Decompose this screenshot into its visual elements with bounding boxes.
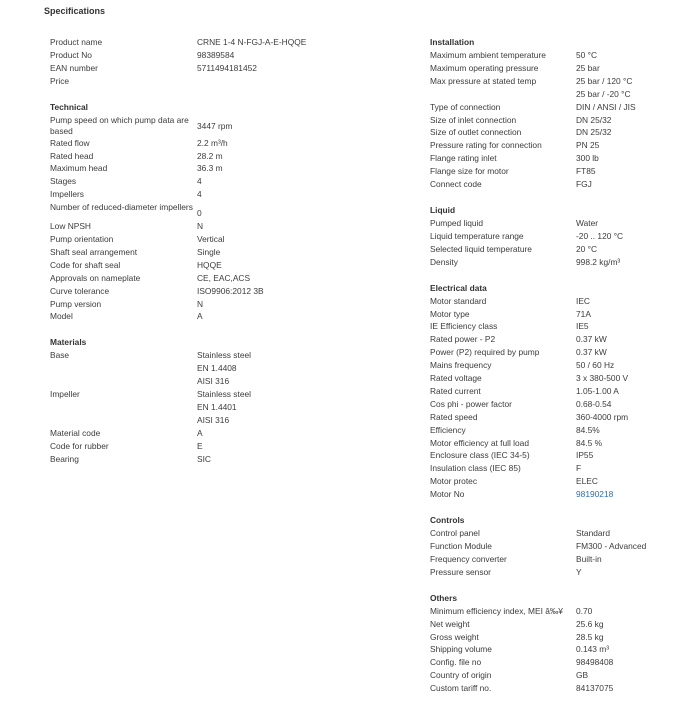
spec-value-line: 36.3 m [197,163,223,174]
spec-label: Rated voltage [430,373,482,384]
spec-value [197,272,380,285]
spec-value-line: 2.2 m³/h [197,137,228,148]
spec-value-line: HQQE [197,259,222,270]
spec-label: Flange size for motor [430,166,509,177]
spec-value-line: Standard [576,528,610,539]
spec-row-connect-code [430,178,680,191]
spec-value [197,285,380,298]
spec-value-line: Vertical [197,233,225,244]
spec-value-line: 0.37 kW [576,334,607,345]
spec-label: Pressure sensor [430,566,491,577]
spec-row-power-p2-required-by-pump [430,346,680,359]
spec-value-line: DN 25/32 [576,127,612,138]
spec-value [576,553,680,566]
spec-row-shipping-volume [430,643,680,656]
spec-label: Gross weight [430,631,479,642]
spec-row-code-for-shaft-seal [50,259,380,272]
section-heading: Others [430,592,457,603]
spec-value [576,165,680,178]
section-technical [50,101,380,324]
spec-label: EAN number [50,62,98,73]
spec-row-rated-current [430,385,680,398]
spec-value [576,424,680,437]
spec-row-material-code [50,427,380,440]
section-liquid [430,204,680,269]
spec-label: Pump version [50,298,102,309]
spec-value-line: 98389584 [197,49,235,60]
spec-row-rated-flow [50,137,380,150]
spec-value-line: 0 [197,208,202,219]
spec-row-selected-liquid-temperature [430,243,680,256]
section-installation [430,36,680,191]
spec-value-line: A [197,427,203,438]
spec-value-line: DN 25/32 [576,114,612,125]
spec-value-line: N [197,221,204,232]
spec-label: Size of outlet connection [430,127,522,138]
spec-value [576,437,680,450]
spec-label: Impeller [50,389,80,400]
spec-value-line: DIN / ANSI / JIS [576,101,636,112]
spec-row-product-name [50,36,380,49]
spec-value-line: 84.5 % [576,437,603,448]
spec-value [576,243,680,256]
spec-value [576,372,680,385]
spec-value [576,449,680,462]
spec-value-line: 28.5 kg [576,631,604,642]
spec-label: Frequency converter [430,553,507,564]
section-materials [50,336,380,465]
section-heading: Materials [50,337,87,348]
spec-row-motor-standard [430,295,680,308]
spec-row-pump-orientation [50,233,380,246]
spec-label: Custom tariff no. [430,683,492,694]
spec-value-line: AISI 316 [197,414,230,425]
spec-value-line: 4 [197,189,202,200]
spec-label: Connect code [430,179,482,190]
spec-row-shaft-seal-arrangement [50,246,380,259]
section-controls [430,514,680,579]
spec-label: Shaft seal arrangement [50,246,138,257]
spec-row-flange-rating-inlet [430,152,680,165]
spec-value [576,114,680,127]
spec-value [576,256,680,269]
spec-label: Pump orientation [50,233,114,244]
spec-label: Base [50,350,70,361]
section-heading: Controls [430,515,465,526]
spec-row-price [50,75,380,88]
spec-value-line: 84.5% [576,424,600,435]
spec-value [576,359,680,372]
spec-value [197,233,380,246]
spec-row-motor-type [430,308,680,321]
spec-row-base [50,349,380,388]
spec-label: Code for shaft seal [50,259,121,270]
spec-row-motor-no [430,488,680,501]
spec-label: Product No [50,49,92,60]
spec-value [576,346,680,359]
spec-value-line: 98498408 [576,657,614,668]
spec-value [576,682,680,695]
spec-value-line: Water [576,217,599,228]
spec-label: Power (P2) required by pump [430,347,540,358]
spec-value-line: F [576,463,582,474]
spec-value [197,188,380,201]
spec-row-product-no [50,49,380,62]
spec-label: Control panel [430,528,480,539]
spec-value-line: 50 °C [576,50,598,60]
spec-label: Insulation class (IEC 85) [430,463,521,474]
spec-row-frequency-converter [430,553,680,566]
spec-value-line: AISI 316 [197,376,230,387]
spec-value [576,62,680,75]
spec-value [576,488,680,501]
spec-value-line: 20 °C [576,243,598,254]
spec-label: Density [430,256,458,267]
spec-value-line: IEC [576,295,590,306]
spec-label: Function Module [430,541,492,551]
spec-label: Pump speed on which pump data are based [50,114,189,136]
spec-value [197,201,380,220]
spec-value [576,333,680,346]
spec-row-ean-number [50,62,380,75]
spec-value [197,150,380,163]
spec-row-minimum-efficiency-index-mei [430,605,680,618]
spec-value-line: Stainless steel [197,389,251,400]
spec-label: Mains frequency [430,360,492,371]
spec-label: Cos phi - power factor [430,398,512,409]
spec-value-line: 0.37 kW [576,347,607,358]
spec-row-motor-protec [430,475,680,488]
spec-label: Minimum efficiency index, MEI â‰¥ [430,605,563,616]
spec-label: Config. file no [430,657,482,668]
spec-value [576,631,680,644]
spec-row-rated-head [50,150,380,163]
spec-value-line: ELEC [576,476,598,487]
spec-label: Motor protec [430,476,478,487]
spec-row-type-of-connection [430,101,680,114]
spec-label: Rated current [430,385,481,396]
spec-value [576,75,680,101]
spec-value-line: CE, EAC,ACS [197,272,251,283]
spec-value [576,152,680,165]
section-electrical-data [430,282,680,502]
spec-value [576,540,680,553]
spec-label: Max pressure at stated temp [430,75,537,86]
section-heading: Liquid [430,204,456,215]
spec-label: Approvals on nameplate [50,272,141,283]
spec-label: Material code [50,427,101,438]
spec-value [197,62,380,75]
spec-row-custom-tariff-no [430,682,680,695]
spec-row-gross-weight [430,631,680,644]
spec-value-line: EN 1.4408 [197,363,237,374]
spec-label: Flange rating inlet [430,153,497,164]
spec-label: Motor No [430,489,465,500]
spec-label: Maximum operating pressure [430,62,539,73]
spec-label: Rated speed [430,411,478,422]
left-column [50,36,380,478]
spec-value-line: ISO9906:2012 3B [197,285,264,296]
spec-value [576,566,680,579]
spec-value-line: IP55 [576,450,594,461]
spec-row-maximum-ambient-temperature [430,49,680,62]
spec-row-function-module [430,540,680,553]
spec-value-line: 25 bar / -20 °C [576,88,631,99]
spec-label: Product name [50,37,103,47]
spec-value-line: 300 lb [576,153,599,164]
spec-value-line: SIC [197,453,211,464]
spec-value [576,295,680,308]
spec-value [197,310,380,323]
spec-value-line: IE5 [576,321,589,332]
spec-row-number-of-reduced-diameter-impellers [50,201,380,220]
spec-value-line: -20 .. 120 °C [576,230,624,241]
spec-label: Price [50,75,70,86]
spec-value-line: EN 1.4401 [197,401,237,412]
section-general [50,36,380,88]
spec-value-line: GB [576,670,589,681]
spec-value [576,385,680,398]
spec-value-line: 25 bar / 120 °C [576,75,633,86]
spec-row-size-of-outlet-connection [430,126,680,139]
spec-label: Pressure rating for connection [430,140,542,151]
spec-label: Motor standard [430,295,487,306]
spec-row-pumped-liquid [430,217,680,230]
spec-row-mains-frequency [430,359,680,372]
spec-row-efficiency [430,424,680,437]
spec-value-line: 3 x 380-500 V [576,373,629,384]
spec-row-maximum-operating-pressure [430,62,680,75]
spec-value-line: 25.6 kg [576,618,604,629]
spec-value-line: 360-4000 rpm [576,411,629,422]
spec-row-pressure-sensor [430,566,680,579]
spec-row-motor-efficiency-at-full-load [430,437,680,450]
spec-row-code-for-rubber [50,440,380,453]
spec-label: Liquid temperature range [430,230,524,241]
spec-label: Impellers [50,189,84,200]
spec-row-insulation-class-iec-85 [430,462,680,475]
spec-value-line: A [197,311,203,322]
spec-value-line: PN 25 [576,140,600,151]
spec-value-line: Single [197,246,221,257]
spec-value [576,643,680,656]
spec-value [197,246,380,259]
spec-label: Net weight [430,618,470,629]
spec-row-model [50,310,380,323]
spec-value [576,669,680,682]
section-heading: Technical [50,101,89,112]
spec-value-line: 28.2 m [197,150,223,161]
spec-row-flange-size-for-motor [430,165,680,178]
section-heading: Electrical data [430,282,487,293]
spec-value [576,475,680,488]
spec-value [576,527,680,540]
spec-value-line: Y [576,566,582,577]
spec-label: Rated head [50,150,94,161]
spec-value [576,656,680,669]
spec-row-rated-voltage [430,372,680,385]
spec-value [576,178,680,191]
spec-label: Size of inlet connection [430,114,517,125]
spec-value-line: Built-in [576,553,602,564]
spec-value [197,220,380,233]
spec-value-line: 0.143 m³ [576,644,610,655]
spec-row-net-weight [430,618,680,631]
spec-row-low-npsh [50,220,380,233]
spec-value-line: N [197,298,204,309]
spec-value [576,605,680,618]
spec-label: Stages [50,176,77,187]
spec-label: IE Efficiency class [430,321,498,332]
spec-value [197,36,380,49]
spec-row-pump-version [50,298,380,311]
spec-label: Motor type [430,308,470,319]
spec-value-line: 4 [197,176,202,187]
spec-value-link[interactable]: 98190218 [576,489,614,500]
spec-label: Shipping volume [430,644,492,655]
spec-label: Bearing [50,453,79,464]
spec-value-line: 50 / 60 Hz [576,360,615,371]
spec-label: Number of reduced-diameter impellers [50,202,193,213]
spec-row-density [430,256,680,269]
spec-value [197,427,380,440]
spec-value [197,298,380,311]
spec-label: Efficiency [430,424,466,435]
right-column [430,36,680,708]
spec-label: Country of origin [430,670,492,681]
spec-value [197,349,380,388]
spec-label: Maximum ambient temperature [430,50,546,60]
spec-value-line: 0.68-0.54 [576,398,612,409]
spec-row-enclosure-class-iec-34-5 [430,449,680,462]
spec-value-line: 84137075 [576,683,614,694]
page-title: Specifications [44,6,106,16]
spec-row-curve-tolerance [50,285,380,298]
spec-value [576,101,680,114]
spec-row-control-panel [430,527,680,540]
spec-value [197,114,380,137]
spec-label: Selected liquid temperature [430,243,532,254]
spec-value-line: 1.05-1.00 A [576,385,619,396]
spec-row-impeller [50,388,380,427]
spec-value [197,175,380,188]
spec-value [197,388,380,427]
spec-label: Pumped liquid [430,217,484,228]
spec-row-max-pressure-at-stated-temp [430,75,680,101]
spec-value [197,453,380,466]
spec-value [197,259,380,272]
spec-value [576,308,680,321]
spec-value-line: FM300 - Advanced [576,541,647,551]
spec-value-line: 25 bar [576,62,600,73]
spec-value [576,217,680,230]
spec-value [197,137,380,150]
spec-value-line: 998.2 kg/m³ [576,256,621,267]
spec-label: Model [50,311,73,322]
spec-row-rated-power-p2 [430,333,680,346]
spec-row-pump-speed-on-which-pump-data-are-based [50,114,380,137]
spec-value [576,126,680,139]
spec-label: Type of connection [430,101,501,112]
spec-label: Code for rubber [50,440,109,451]
spec-value [576,462,680,475]
section-heading: Installation [430,37,475,47]
spec-value-line: FGJ [576,179,592,190]
spec-row-cos-phi-power-factor [430,398,680,411]
spec-value [576,139,680,152]
spec-label: Motor efficiency at full load [430,437,529,448]
spec-row-size-of-inlet-connection [430,114,680,127]
spec-label: Maximum head [50,163,108,174]
spec-label: Low NPSH [50,221,91,232]
spec-value [197,49,380,62]
spec-value-line: FT85 [576,166,596,177]
spec-value-line: 0.70 [576,605,593,616]
spec-value-line: CRNE 1-4 N-FGJ-A-E-HQQE [197,37,307,47]
spec-row-approvals-on-nameplate [50,272,380,285]
spec-row-liquid-temperature-range [430,230,680,243]
spec-label: Curve tolerance [50,285,110,296]
spec-label: Rated power - P2 [430,334,496,345]
spec-row-country-of-origin [430,669,680,682]
spec-value [576,320,680,333]
spec-value-line [197,75,380,88]
spec-value-line: E [197,440,203,451]
spec-value [576,398,680,411]
spec-value [576,49,680,62]
spec-value-line: 71A [576,308,591,319]
spec-value-line: 5711494181452 [197,62,257,73]
spec-value-line: 3447 rpm [197,120,233,131]
spec-value [576,230,680,243]
section-others [430,592,680,695]
spec-row-maximum-head [50,162,380,175]
spec-row-impellers [50,188,380,201]
spec-label: Enclosure class (IEC 34-5) [430,450,530,461]
spec-value [197,75,380,88]
spec-row-pressure-rating-for-connection [430,139,680,152]
spec-row-stages [50,175,380,188]
spec-label: Rated flow [50,137,90,148]
spec-value [197,162,380,175]
spec-row-ie-efficiency-class [430,320,680,333]
spec-value-line: Stainless steel [197,350,251,361]
spec-value [576,411,680,424]
spec-value [576,618,680,631]
spec-row-bearing [50,453,380,466]
spec-value [197,440,380,453]
spec-row-rated-speed [430,411,680,424]
spec-row-config-file-no [430,656,680,669]
